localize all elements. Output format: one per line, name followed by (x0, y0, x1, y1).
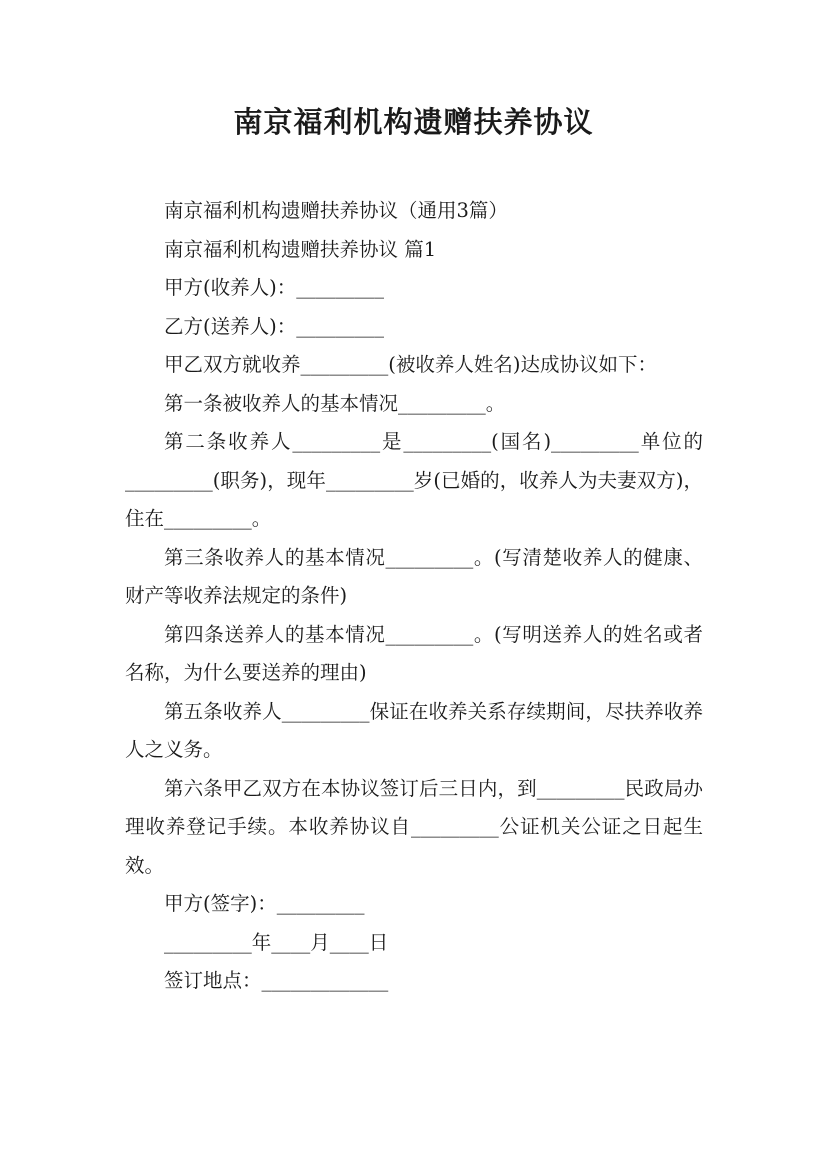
document-body (125, 192, 703, 1001)
party-a-signature-line: 甲方(签字)：_________ (164, 892, 365, 915)
document-title: 南京福利机构遗赠扶养协议 (233, 105, 594, 139)
article-6: 第六条甲乙双方在本协议签订后三日内，到_________民政局办理收养登记手续。本收养协议自_________公证机关公证之日起生效。 (125, 776, 703, 877)
signing-place-line: 签订地点：_____________ (164, 969, 389, 992)
party-b-line: 乙方(送养人)：_________ (164, 314, 384, 338)
article-2: 第二条收养人_________是_________(国名)_________单位的_________(职务)，现年_________岁(已婚的，收养人为夫妻双方)，住在_________。 (125, 430, 703, 530)
article-3: 第三条收养人的基本情况_________。(写清楚收养人的健康、财产等收养法规定的条件) (125, 545, 703, 607)
article-5: 第五条收养人_________保证在收养关系存续期间，尽扶养收养人之义务。 (125, 699, 703, 761)
date-line: _________年____月____日 (164, 930, 389, 954)
article-4: 第四条送养人的基本情况_________。(写明送养人的姓名或者名称，为什么要送养的理由) (125, 622, 703, 684)
agreement-intro: 甲乙双方就收养_________(被收养人姓名)达成协议如下： (164, 353, 657, 376)
section-heading: 南京福利机构遗赠扶养协议 篇1 (164, 237, 437, 261)
party-a-line: 甲方(收养人)：_________ (164, 276, 384, 299)
document-subtitle: 南京福利机构遗赠扶养协议（通用3篇） (164, 199, 508, 222)
article-1: 第一条被收养人的基本情况_________。 (164, 391, 506, 415)
